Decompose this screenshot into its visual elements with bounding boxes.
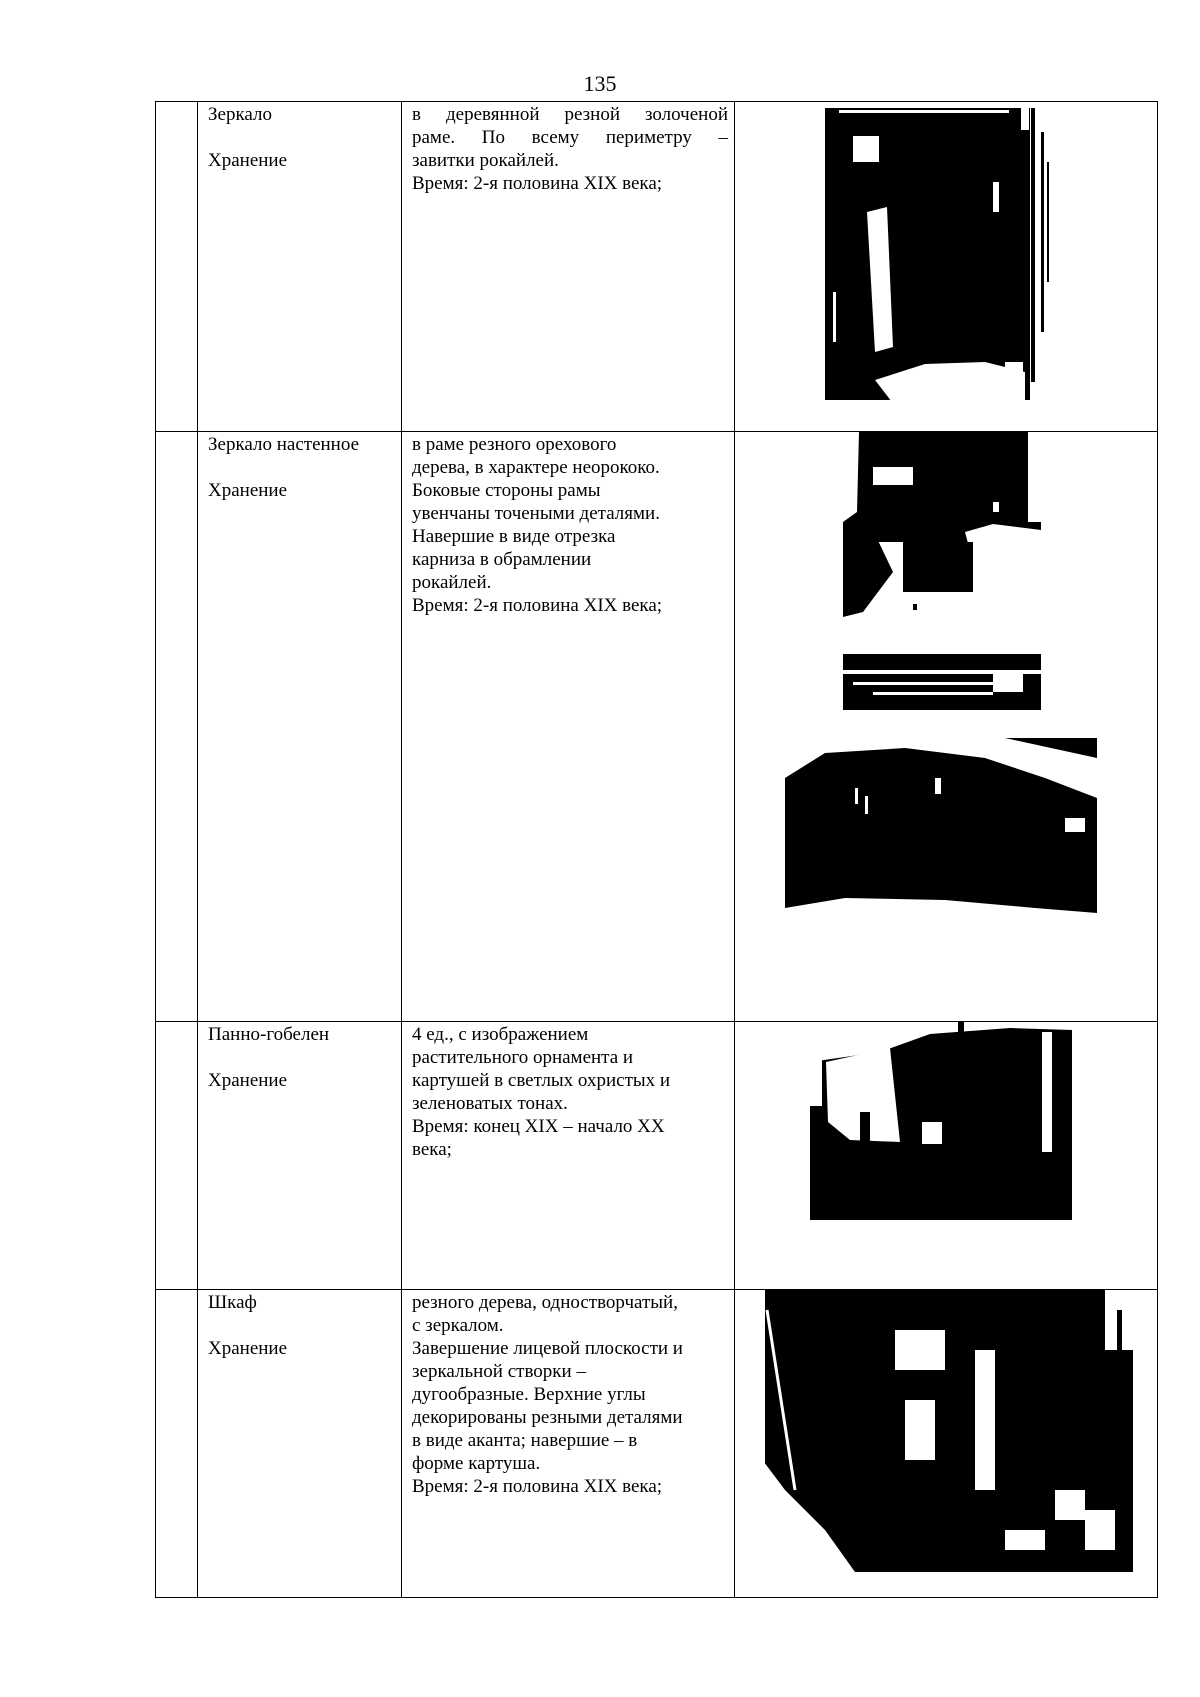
number-cell [156,432,198,1022]
cabinet-photo [755,1290,1133,1572]
description-line: рокайлей. [412,572,492,593]
description-line: дугообразные. Верхние углы [412,1384,646,1405]
page-number: 135 [583,71,617,96]
table-row [156,1290,1158,1598]
table-row [156,102,1158,432]
description-line: декорированы резными деталями [412,1407,683,1428]
description-line: зеркальной створки – [412,1361,586,1382]
number-cell [156,102,198,432]
number-cell [156,1022,198,1290]
description-line: в раме резного орехового [412,434,617,455]
description-line: Время: 2-я половина XIX века; [412,595,663,616]
description-line: Время: 2-я половина XIX века; [412,173,663,194]
description-line: века; [412,1139,452,1160]
description-line: резного дерева, одностворчатый, [412,1292,678,1313]
description-line: дерева, в характере неорококо. [412,457,660,478]
table-row [156,432,1158,1022]
wall-mirror-photo-middle [843,654,1041,714]
description-line: зеленоватых тонах. [412,1093,568,1114]
item-status: Хранение [208,1070,288,1091]
item-status: Хранение [208,150,288,171]
description-cell [402,432,735,1022]
description-line: карниза в обрамлении [412,549,592,570]
description-line: в виде аканта; навершие – в [412,1430,638,1451]
tapestry-panel-photo [810,1022,1072,1220]
description-line: Время: конец XIX – начало XX [412,1116,665,1137]
item-status: Хранение [208,480,288,501]
description-cell [402,1022,735,1290]
number-cell [156,1290,198,1598]
description-line: Завершение лицевой плоскости и [412,1338,683,1359]
description-line: в деревянной резной золоченой [412,104,728,125]
description-line: картушей в светлых охристых и [412,1070,671,1091]
table-row [156,1022,1158,1290]
item-name: Панно-гобелен [208,1024,330,1045]
name-cell [198,1022,402,1290]
item-status: Хранение [208,1338,288,1359]
wall-mirror-photo-bottom [785,738,1097,928]
description-line: раме. По всему периметру – [412,127,728,148]
description-line: 4 ед., с изображением [412,1024,589,1045]
photo-cell [735,102,1158,432]
name-cell [198,102,402,432]
item-name: Зеркало настенное [208,434,359,455]
description-line: растительного орнамента и [412,1047,634,1068]
wall-mirror-photo-top [843,432,1041,617]
description-line: увенчаны точеными деталями. [412,503,660,524]
description-line: Время: 2-я половина XIX века; [412,1476,663,1497]
description-cell [402,1290,735,1598]
photo-cell [735,1290,1158,1598]
name-cell [198,1290,402,1598]
item-name: Шкаф [208,1292,257,1313]
mirror-photo [825,102,1053,406]
description-line: Навершие в виде отрезка [412,526,616,547]
description-line: завитки рокайлей. [412,150,559,171]
description-cell [402,102,735,432]
description-line: Боковые стороны рамы [412,480,601,501]
photo-cell [735,1022,1158,1290]
description-line: форме картуша. [412,1453,541,1474]
name-cell [198,432,402,1022]
photo-cell [735,432,1158,1022]
inventory-table [155,101,1158,1598]
item-name: Зеркало [208,104,272,125]
description-line: с зеркалом. [412,1315,504,1336]
